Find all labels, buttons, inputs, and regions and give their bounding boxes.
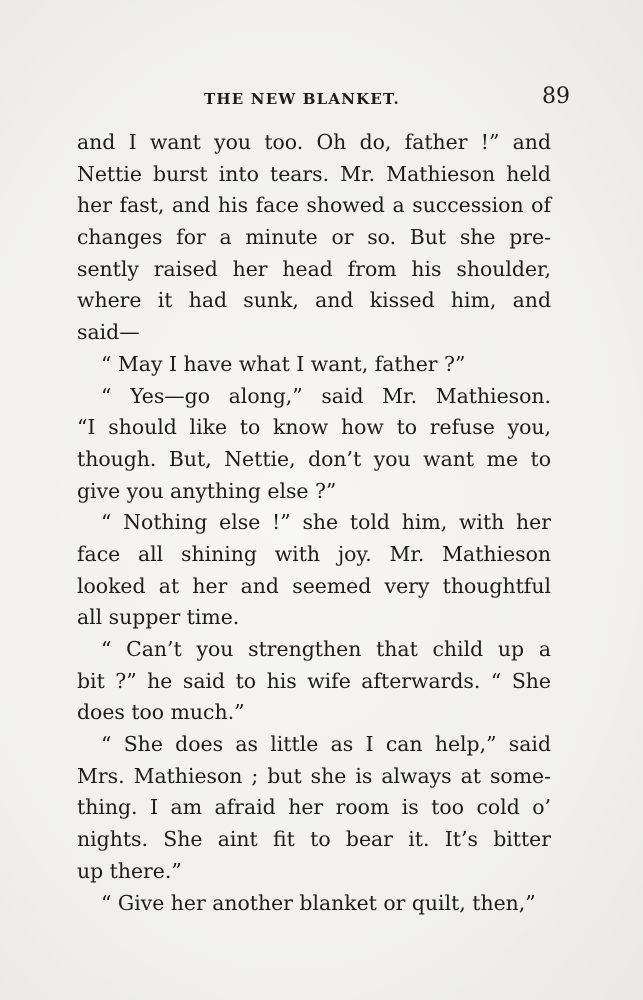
text-line: up there.” [77,858,182,883]
text-line: “ Give her another blanket or quilt, then,” [101,890,536,915]
text-line: though. But, Nettie, don’t you want me to [77,446,551,471]
text-line: Mrs. Mathieson ; but she is always at some- [77,763,551,788]
text-line: all supper time. [77,605,240,630]
text-line: changes for a minute or so. But she pre- [77,225,551,250]
text-line: give you anything else ?” [77,478,337,503]
text-line: face all shining with joy. Mr. Mathieson [77,541,551,566]
text-line: said— [77,320,140,345]
text-line: “ She does as little as I can help,” said [101,732,551,757]
text-line: thing. I am afraid her room is too cold o’ [77,795,551,820]
text-line: sently raised her head from his shoulder, [77,256,551,281]
text-line: “I should like to know how to refuse you, [77,415,551,440]
text-line: “ May I have what I want, father ?” [101,351,466,376]
text-line: bit ?” he said to his wife afterwards. “ She [77,668,551,693]
text-line: “ Can’t you strengthen that child up a [101,637,551,661]
body-text [77,127,551,919]
text-line: and I want you too. Oh do, father !” and [77,130,551,154]
page-header [76,84,570,112]
text-line: “ Yes—go along,” said Mr. Mathieson. [101,383,551,408]
text-line: looked at her and seemed very thoughtful [77,573,551,598]
running-title: THE NEW BLANKET. [204,90,400,108]
text-line: where it had sunk, and kissed him, and [77,288,551,313]
text-line: does too much.” [77,700,245,725]
page-number: 89 [542,84,570,109]
text-line: Nettie burst into tears. Mr. Mathieson held [77,161,551,186]
text-line: her fast, and his face showed a succession of [77,193,551,218]
text-line: “ Nothing else !” she told him, with her [101,510,551,535]
text-line: nights. She aint fit to bear it. It’s bitter [77,827,551,852]
